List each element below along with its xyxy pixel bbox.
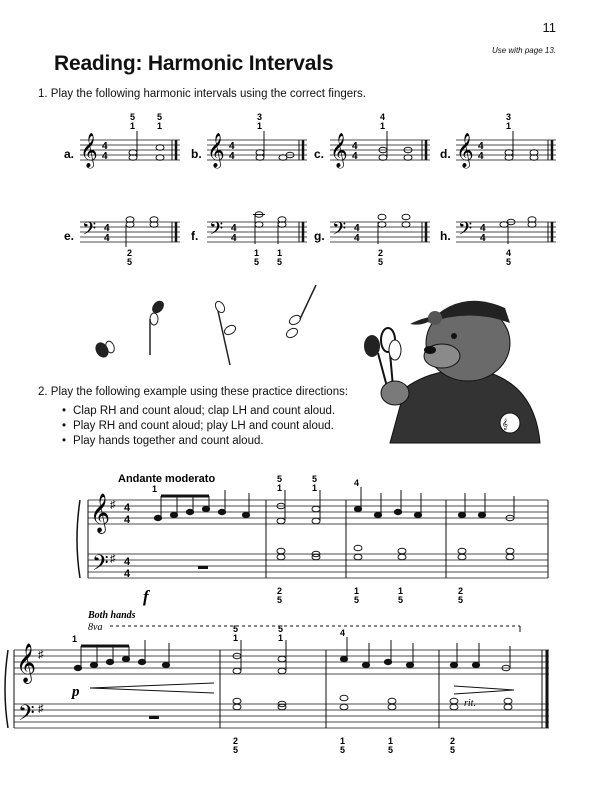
svg-text:4: 4	[104, 233, 110, 244]
svg-text:4: 4	[354, 233, 360, 244]
svg-text:4: 4	[480, 233, 486, 244]
svg-text:5: 5	[130, 112, 136, 122]
svg-text:2: 2	[277, 586, 283, 596]
svg-text:4: 4	[354, 478, 360, 488]
svg-text:1: 1	[312, 483, 318, 493]
svg-text:c.: c.	[314, 147, 325, 161]
svg-text:4: 4	[231, 223, 237, 234]
svg-text:1: 1	[130, 121, 136, 131]
svg-text:1: 1	[257, 121, 263, 131]
svg-text:5: 5	[450, 745, 456, 755]
flying-notes-decoration	[80, 285, 340, 375]
svg-text:♯: ♯	[38, 703, 44, 715]
svg-text:4: 4	[352, 141, 358, 152]
bass-clef-icon: 𝄢	[332, 218, 347, 243]
svg-text:3: 3	[257, 112, 263, 122]
svg-text:1: 1	[506, 121, 512, 131]
svg-text:1: 1	[72, 634, 78, 644]
page-title: Reading: Harmonic Intervals	[54, 52, 334, 75]
bass-clef-icon: 𝄢	[209, 218, 224, 243]
svg-text:4: 4	[352, 151, 358, 162]
svg-text:1: 1	[233, 633, 239, 643]
svg-text:5: 5	[340, 745, 346, 755]
treble-clef-icon: 𝄞	[330, 134, 348, 167]
svg-text:5: 5	[157, 112, 163, 122]
svg-text:e.: e.	[64, 229, 75, 243]
svg-text:2: 2	[127, 248, 133, 258]
treble-clef-icon: 𝄞	[456, 134, 474, 167]
interval-item-f	[191, 212, 307, 267]
svg-text:4: 4	[102, 151, 108, 162]
exercise2-instruction: 2. Play the following example using these practice directions:	[38, 386, 349, 398]
svg-text:♯: ♯	[110, 553, 116, 565]
svg-text:h.: h.	[440, 229, 451, 243]
svg-text:4: 4	[124, 568, 131, 580]
tempo-marking: Andante moderato	[118, 473, 216, 485]
treble-clef-icon: 𝄞	[207, 134, 225, 167]
interval-item-e	[64, 217, 180, 267]
svg-text:5: 5	[277, 474, 283, 484]
svg-text:5: 5	[388, 745, 394, 755]
svg-text:4: 4	[380, 112, 386, 122]
svg-text:♯: ♯	[38, 649, 44, 661]
svg-text:5: 5	[378, 257, 384, 267]
exercise1-staves	[0, 110, 600, 275]
exercise1-instruction: 1. Play the following harmonic intervals using the correct fingers.	[38, 88, 366, 100]
svg-text:g.: g.	[314, 229, 325, 243]
svg-text:4: 4	[229, 151, 235, 162]
practice-directions	[62, 404, 335, 449]
crescendo-hairpin	[90, 683, 214, 693]
svg-text:5: 5	[254, 257, 260, 267]
svg-text:5: 5	[506, 257, 512, 267]
svg-text:3: 3	[506, 112, 512, 122]
both-hands-label: Both hands	[88, 610, 136, 621]
bass-clef-icon: 𝄢	[92, 550, 109, 580]
page-number: 11	[542, 20, 556, 35]
svg-text:1: 1	[388, 736, 394, 746]
svg-text:4: 4	[104, 223, 110, 234]
ritardando-mark: rit.	[464, 698, 476, 709]
bass-clef-icon: 𝄢	[18, 700, 35, 730]
svg-text:d.: d.	[440, 147, 451, 161]
svg-text:4: 4	[124, 514, 131, 526]
eighth-note-icon	[285, 285, 316, 339]
svg-text:4: 4	[124, 556, 131, 568]
svg-text:1: 1	[380, 121, 386, 131]
svg-text:4: 4	[354, 223, 360, 234]
svg-text:5: 5	[458, 595, 464, 605]
svg-text:1: 1	[398, 586, 404, 596]
svg-text:𝄞: 𝄞	[502, 419, 508, 430]
treble-clef-icon: 𝄞	[80, 134, 98, 167]
bear-illustration	[350, 278, 550, 448]
svg-text:4: 4	[102, 141, 108, 152]
direction-item: • Play RH and count aloud; play LH and count aloud.	[62, 419, 335, 434]
svg-text:4: 4	[480, 223, 486, 234]
svg-text:2: 2	[233, 736, 239, 746]
svg-text:4: 4	[506, 248, 512, 258]
svg-text:b.: b.	[191, 147, 202, 161]
svg-text:5: 5	[277, 595, 283, 605]
item-label: a.	[64, 147, 75, 161]
interval-item-a	[64, 112, 180, 169]
svg-text:4: 4	[340, 628, 346, 638]
svg-text:1: 1	[354, 586, 360, 596]
svg-text:4: 4	[231, 233, 237, 244]
svg-text:♯: ♯	[110, 499, 116, 511]
bass-clef-icon: 𝄢	[458, 218, 473, 243]
svg-text:4: 4	[478, 151, 484, 162]
svg-text:5: 5	[312, 474, 318, 484]
svg-text:5: 5	[278, 624, 284, 634]
interval-item-g	[314, 214, 430, 267]
svg-text:1: 1	[152, 484, 158, 494]
direction-item: • Clap RH and count aloud; clap LH and count aloud.	[62, 404, 335, 419]
svg-text:5: 5	[127, 257, 133, 267]
whole-rest	[149, 716, 159, 719]
decrescendo-hairpin	[454, 686, 514, 694]
svg-text:1: 1	[278, 633, 284, 643]
svg-text:5: 5	[398, 595, 404, 605]
interval-item-c	[314, 112, 430, 169]
interval-item-d	[440, 112, 556, 169]
svg-text:1: 1	[340, 736, 346, 746]
eighth-note-icon	[93, 340, 116, 360]
svg-text:1: 1	[254, 248, 260, 258]
svg-text:2: 2	[378, 248, 384, 258]
dynamic-forte: f	[143, 587, 149, 606]
svg-text:5: 5	[354, 595, 360, 605]
svg-text:5: 5	[233, 745, 239, 755]
use-with-note: Use with page 13.	[491, 46, 556, 55]
treble-clef-icon: 𝄞	[90, 494, 111, 532]
svg-text:4: 4	[124, 502, 131, 514]
svg-text:1: 1	[157, 121, 163, 131]
whole-rest	[198, 566, 208, 569]
svg-text:f.: f.	[191, 229, 199, 243]
svg-text:4: 4	[478, 141, 484, 152]
svg-text:5: 5	[277, 257, 283, 267]
svg-text:1: 1	[277, 483, 283, 493]
svg-text:2: 2	[458, 586, 464, 596]
svg-text:2: 2	[450, 736, 456, 746]
interval-item-b	[191, 112, 307, 169]
interval-item-h	[440, 217, 556, 267]
svg-text:5: 5	[233, 624, 239, 634]
eighth-note-icon	[150, 298, 167, 355]
eighth-note-icon	[214, 300, 238, 365]
direction-item: • Play hands together and count aloud.	[62, 434, 335, 449]
treble-clef-icon: 𝄞	[16, 644, 37, 682]
ottava-mark: 8va	[88, 622, 103, 633]
dynamic-piano: p	[72, 684, 80, 700]
svg-text:1: 1	[277, 248, 283, 258]
exercise2-score	[0, 460, 600, 800]
bass-clef-icon: 𝄢	[82, 218, 97, 243]
svg-text:4: 4	[229, 141, 235, 152]
